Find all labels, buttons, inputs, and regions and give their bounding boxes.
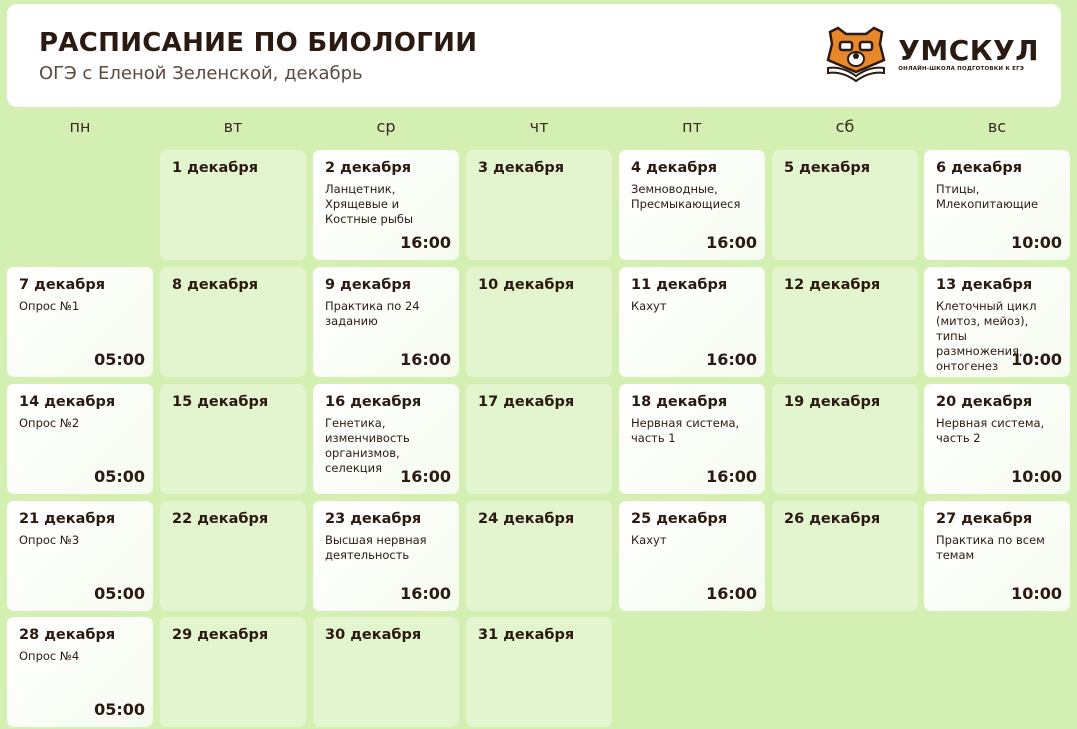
lesson-topic: Кахут [631, 299, 667, 313]
day-date: 1 декабря [172, 160, 259, 176]
lesson-topic: Кахут [631, 533, 667, 547]
day-date: 20 декабря [936, 394, 1033, 410]
day-cell[interactable] [7, 501, 153, 611]
day-date: 12 декабря [784, 277, 881, 293]
lesson-topic: Ланцетник, Хрящевые и Костные рыбы [325, 182, 414, 226]
day-date: 7 декабря [19, 277, 106, 293]
day-cell[interactable] [924, 501, 1070, 611]
lesson-time: 16:00 [400, 467, 451, 486]
lesson-time: 05:00 [94, 350, 145, 369]
day-cell[interactable] [619, 501, 765, 611]
day-cell[interactable] [313, 501, 459, 611]
lesson-topic: Генетика, изменчивость организмов, селекция [325, 416, 410, 475]
day-cell[interactable] [313, 384, 459, 494]
day-cell[interactable] [466, 150, 612, 260]
day-date: 24 декабря [478, 511, 575, 527]
lesson-time: 10:00 [1011, 233, 1062, 252]
lesson-topic: Опрос №3 [19, 533, 80, 547]
day-date: 2 декабря [325, 160, 412, 176]
day-date: 8 декабря [172, 277, 259, 293]
day-date: 11 декабря [631, 277, 728, 293]
day-date: 14 декабря [19, 394, 116, 410]
lesson-topic: Клеточный цикл (митоз, мейоз), типы размножения, онтогенез [936, 299, 1037, 373]
lesson-topic: Опрос №4 [19, 649, 80, 663]
lesson-time: 05:00 [94, 467, 145, 486]
lesson-time: 16:00 [706, 467, 757, 486]
day-date: 6 декабря [936, 160, 1023, 176]
bear-logo-icon [824, 26, 888, 82]
day-date: 23 декабря [325, 511, 422, 527]
day-date: 3 декабря [478, 160, 565, 176]
day-cell[interactable] [772, 501, 918, 611]
lesson-topic: Практика по 24 заданию [325, 299, 420, 328]
lesson-time: 16:00 [706, 350, 757, 369]
day-cell[interactable] [619, 384, 765, 494]
day-date: 18 декабря [631, 394, 728, 410]
day-date: 22 декабря [172, 511, 269, 527]
lesson-topic: Опрос №1 [19, 299, 80, 313]
lesson-time: 16:00 [706, 233, 757, 252]
day-date: 15 декабря [172, 394, 269, 410]
lesson-time: 16:00 [706, 584, 757, 603]
lesson-topic: Практика по всем темам [936, 533, 1045, 562]
day-date: 10 декабря [478, 277, 575, 293]
weekday-6: вс [987, 117, 1007, 136]
lesson-topic: Земноводные, Пресмыкающиеся [631, 182, 741, 211]
day-cell[interactable] [160, 267, 306, 377]
lesson-topic: Опрос №2 [19, 416, 80, 430]
day-cell[interactable] [160, 501, 306, 611]
lesson-time: 10:00 [1011, 350, 1062, 369]
day-cell[interactable] [772, 267, 918, 377]
day-cell[interactable] [772, 150, 918, 260]
day-cell[interactable] [313, 617, 459, 727]
day-cell[interactable] [924, 150, 1070, 260]
day-date: 26 декабря [784, 511, 881, 527]
day-date: 25 декабря [631, 511, 728, 527]
logo [824, 26, 1039, 82]
day-cell[interactable] [619, 150, 765, 260]
logo-tagline: ОНЛАЙН-ШКОЛА ПОДГОТОВКИ К ЕГЭ [898, 66, 1025, 72]
day-date: 30 декабря [325, 627, 422, 643]
lesson-time: 10:00 [1011, 467, 1062, 486]
day-cell[interactable] [160, 384, 306, 494]
lesson-time: 05:00 [94, 700, 145, 719]
day-date: 16 декабря [325, 394, 422, 410]
day-cell[interactable] [313, 150, 459, 260]
day-cell[interactable] [466, 501, 612, 611]
day-date: 17 декабря [478, 394, 575, 410]
lesson-time: 16:00 [400, 584, 451, 603]
weekday-4: пт [682, 117, 702, 136]
day-cell[interactable] [313, 267, 459, 377]
lesson-topic: Нервная система, часть 1 [631, 416, 740, 445]
lesson-topic: Птицы, Млекопитающие [936, 182, 1039, 211]
day-cell[interactable] [924, 384, 1070, 494]
day-cell[interactable] [160, 150, 306, 260]
day-cell[interactable] [160, 617, 306, 727]
weekday-1: вт [223, 117, 243, 136]
day-date: 5 декабря [784, 160, 871, 176]
day-cell[interactable] [7, 617, 153, 727]
lesson-time: 16:00 [400, 350, 451, 369]
weekday-5: сб [835, 117, 855, 136]
day-cell[interactable] [7, 384, 153, 494]
weekday-3: чт [529, 117, 549, 136]
page-subtitle: ОГЭ с Еленой Зеленской, декабрь [39, 63, 363, 84]
day-cell[interactable] [466, 617, 612, 727]
day-cell[interactable] [7, 267, 153, 377]
lesson-topic: Нервная система, часть 2 [936, 416, 1045, 445]
logo-name: УМСКУЛ [898, 34, 1039, 67]
day-date: 21 декабря [19, 511, 116, 527]
lesson-topic: Высшая нервная деятельность [325, 533, 427, 562]
day-cell[interactable] [619, 267, 765, 377]
day-cell[interactable] [466, 267, 612, 377]
lesson-time: 16:00 [400, 233, 451, 252]
lesson-time: 10:00 [1011, 584, 1062, 603]
day-date: 19 декабря [784, 394, 881, 410]
lesson-time: 05:00 [94, 584, 145, 603]
day-date: 31 декабря [478, 627, 575, 643]
day-cell[interactable] [924, 267, 1070, 377]
day-date: 13 декабря [936, 277, 1033, 293]
day-date: 28 декабря [19, 627, 116, 643]
weekday-0: пн [69, 117, 91, 136]
page-title: РАСПИСАНИЕ ПО БИОЛОГИИ [39, 28, 478, 58]
day-date: 4 декабря [631, 160, 718, 176]
weekday-2: ср [376, 117, 396, 136]
day-date: 9 декабря [325, 277, 412, 293]
day-date: 27 декабря [936, 511, 1033, 527]
day-cell[interactable] [772, 384, 918, 494]
day-date: 29 декабря [172, 627, 269, 643]
header [7, 4, 1061, 107]
day-cell[interactable] [466, 384, 612, 494]
